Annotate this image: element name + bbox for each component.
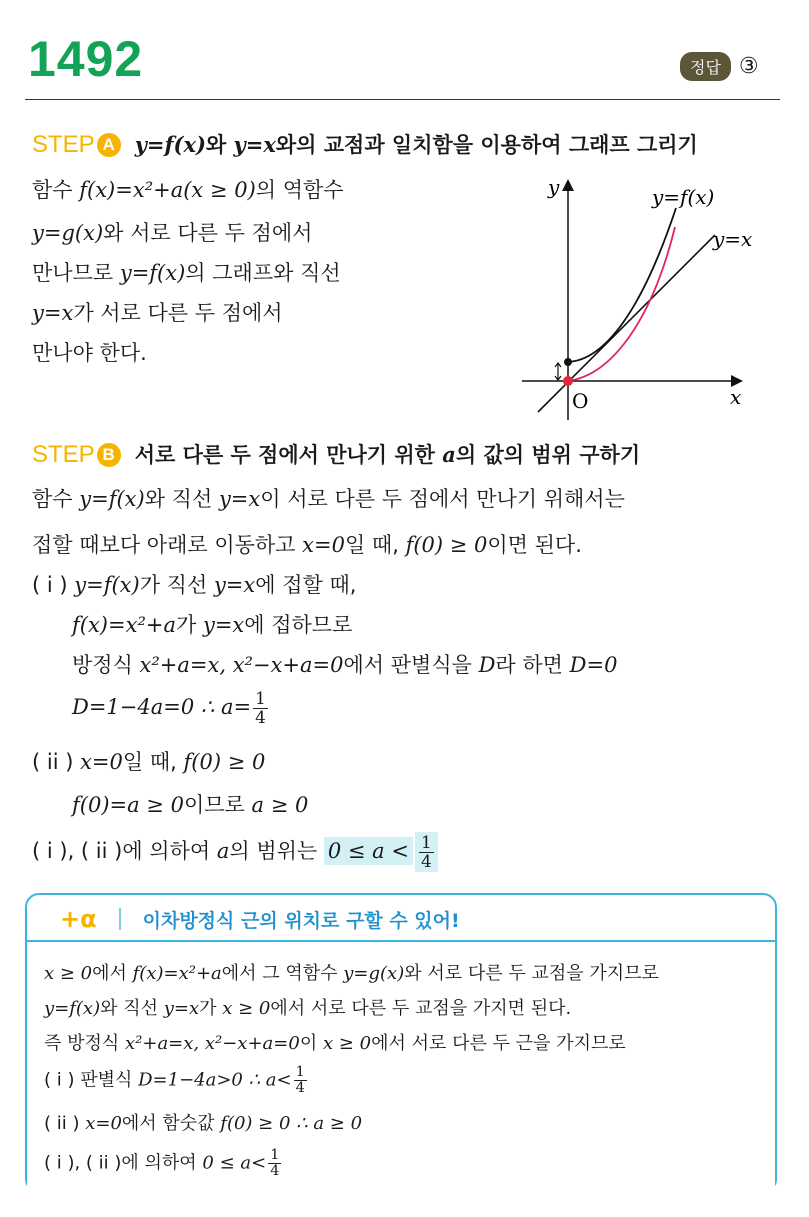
header-separator [119,908,121,930]
text-line [44,995,571,1023]
text-run: 접할 때보다 아래로 이동하고 [32,533,303,557]
text-run: ( ii ) [44,1113,86,1134]
math-expression: x²+a=x, x²−x+a=0 [125,1033,300,1054]
step-b-heading [32,440,640,470]
curve-f [568,208,676,362]
math-expression: y=f(x) [44,998,101,1019]
text-run: ( i ) 판별식 [44,1069,139,1091]
math-expression: f(0)=a ≥ 0 [72,793,184,817]
math-expression: x ≥ 0 [322,1033,372,1054]
math-expression: y=x [163,998,200,1019]
text-line [32,747,265,777]
text-run: 즉 방정식 [44,1033,125,1054]
text-run: 방정식 [72,653,140,677]
text-run: 이 [299,1033,323,1054]
denominator: 4 [255,706,266,727]
line-y-equals-x [538,235,715,412]
text-run: ( i ) [32,573,75,597]
text-run: 서로 다른 두 점에서 만나기 위한 [134,443,443,467]
point-origin [563,376,573,386]
answer-value: ③ [738,54,759,79]
curve-label: y=f(x) [652,185,715,209]
math-expression: y=f(x) [134,132,206,157]
text-run: 만나므로 [32,261,120,285]
text-run: ( i ), ( ii )에 의하여 [44,1152,203,1174]
answer-label: 정답 [680,52,731,81]
x-axis-label: x [730,385,742,409]
math-expression: y=g(x) [343,963,405,984]
math-expression: y=f(x) [74,573,140,597]
fraction [253,690,268,726]
math-expression: D=1−4a>0 ∴ a< [138,1069,292,1091]
origin-label: O [572,389,589,413]
text-line [72,690,270,726]
fraction [268,1148,281,1179]
math-expression: x=0 [80,750,123,774]
text-run: 이면 된다. [487,533,582,557]
text-run: 에 접할 때, [255,573,357,597]
math-expression: D=1−4a=0 ∴ a= [72,695,252,720]
answer-badge [680,52,759,81]
text-run: ( ii ) [32,750,81,774]
math-expression: y=x [32,301,74,325]
text-run: 만나야 한다. [32,341,147,365]
fraction [415,832,438,872]
text-run: 가 직선 [139,573,214,597]
math-expression: x²+a=x, x²−x+a=0 [139,653,344,677]
math-expression: y=g(x) [32,221,104,245]
header-divider [25,99,780,100]
text-line [32,298,283,328]
text-line [32,258,341,288]
text-run: 에서 서로 다른 두 근을 가지므로 [371,1033,626,1054]
text-run: 가 서로 다른 두 점에서 [73,301,283,325]
text-run: 이 서로 다른 두 점에서 만나기 위해서는 [260,487,625,511]
math-expression: a [216,839,230,864]
text-line [32,338,147,368]
text-line [32,175,344,205]
math-expression: D=0 [569,653,618,677]
text-run: 와 [205,133,234,157]
math-expression: f(0) ≥ 0 [405,533,488,557]
step-a-letter: A [97,133,121,157]
text-run: 에서 그 역함수 [221,963,344,984]
math-expression: 0 ≤ a< [202,1152,267,1174]
text-run: 함수 [32,487,80,511]
denominator: 4 [270,1163,280,1180]
text-line [44,1148,283,1179]
math-expression: x ≥ 0 [222,998,271,1019]
text-run: 와 직선 [100,998,164,1019]
math-expression: f(0) ≥ 0 ∴ a ≥ 0 [220,1113,363,1134]
text-line [72,790,308,820]
text-run: 에서 함숫값 [121,1113,221,1134]
text-run: 와의 교점과 일치함을 이용하여 그래프 그리기 [275,133,698,157]
math-expression: x ≥ 0 [44,963,93,984]
numerator: 1 [420,832,432,852]
math-expression: f(0) ≥ 0 [183,750,266,774]
math-expression: f(x)=x²+a [72,613,176,637]
math-expression: a ≥ 0 [251,793,309,817]
plus-alpha-title: 이차방정식 근의 위치로 구할 수 있어! [142,909,460,932]
point-f0 [564,358,572,366]
text-run: 에서 [92,963,133,984]
text-line [32,218,312,248]
text-line [44,1065,309,1096]
text-run: 일 때, [344,533,406,557]
numerator: 1 [255,688,266,708]
math-expression: x=0 [85,1113,122,1134]
math-expression: y=f(x) [79,487,145,511]
text-run: 에서 서로 다른 두 교점을 가지면 된다. [270,998,572,1019]
shift-arrow-icon [555,363,561,380]
text-run: 에 접하므로 [244,613,353,637]
math-expression: f(x)=x²+a [132,963,222,984]
text-line [32,832,440,872]
text-line [44,960,659,988]
math-expression: a [442,442,456,467]
problem-number: 1492 [28,31,144,87]
math-expression: 0 ≤ a < [324,837,413,865]
text-run: 의 그래프와 직선 [185,261,341,285]
text-line [32,530,582,560]
text-line [72,610,352,640]
math-expression: y=x [202,613,245,637]
math-expression: y=x [233,132,276,157]
text-run: 이므로 [183,793,252,817]
math-expression: x=0 [302,533,345,557]
text-run: 가 [175,613,203,637]
step-a-title [135,130,698,160]
text-line [72,650,617,680]
text-run: 의 범위는 [229,839,324,864]
denominator: 4 [295,1080,305,1097]
denominator: 4 [420,850,432,871]
text-run: 함수 [32,178,80,202]
numerator: 1 [295,1064,305,1080]
text-run: 의 값의 범위 구하기 [455,443,641,467]
line-label: y=x [713,227,753,251]
step-b-label: STEP [32,441,95,468]
text-run: 의 역함수 [255,178,344,202]
text-line [44,1110,362,1138]
step-a-heading [32,130,698,160]
text-run: 와 서로 다른 두 교점을 가지므로 [404,963,659,984]
text-run: ( i ), ( ii )에 의하여 [32,839,217,864]
math-expression: y=x [213,573,256,597]
text-run: 일 때, [122,750,184,774]
text-run: 라 하면 [495,653,570,677]
math-expression: D [478,653,496,677]
graph [510,170,800,420]
step-b-title [135,440,640,470]
text-run: 에서 판별식을 [343,653,479,677]
math-expression: y=f(x) [119,261,186,285]
text-line [32,570,356,600]
text-line [32,484,625,514]
plus-alpha-badge: +α [60,905,97,933]
text-run: 가 [199,998,223,1019]
step-a-label: STEP [32,131,95,158]
math-expression: f(x)=x²+a(x ≥ 0) [79,178,256,202]
text-line [44,1030,626,1058]
fraction [294,1065,307,1096]
y-axis-label: y [548,175,560,199]
text-run: 와 서로 다른 두 점에서 [103,221,313,245]
numerator: 1 [270,1147,280,1163]
math-expression: y=x [218,487,261,511]
plus-alpha-header [60,905,460,933]
text-run: 와 직선 [144,487,219,511]
step-b-letter: B [97,443,121,467]
